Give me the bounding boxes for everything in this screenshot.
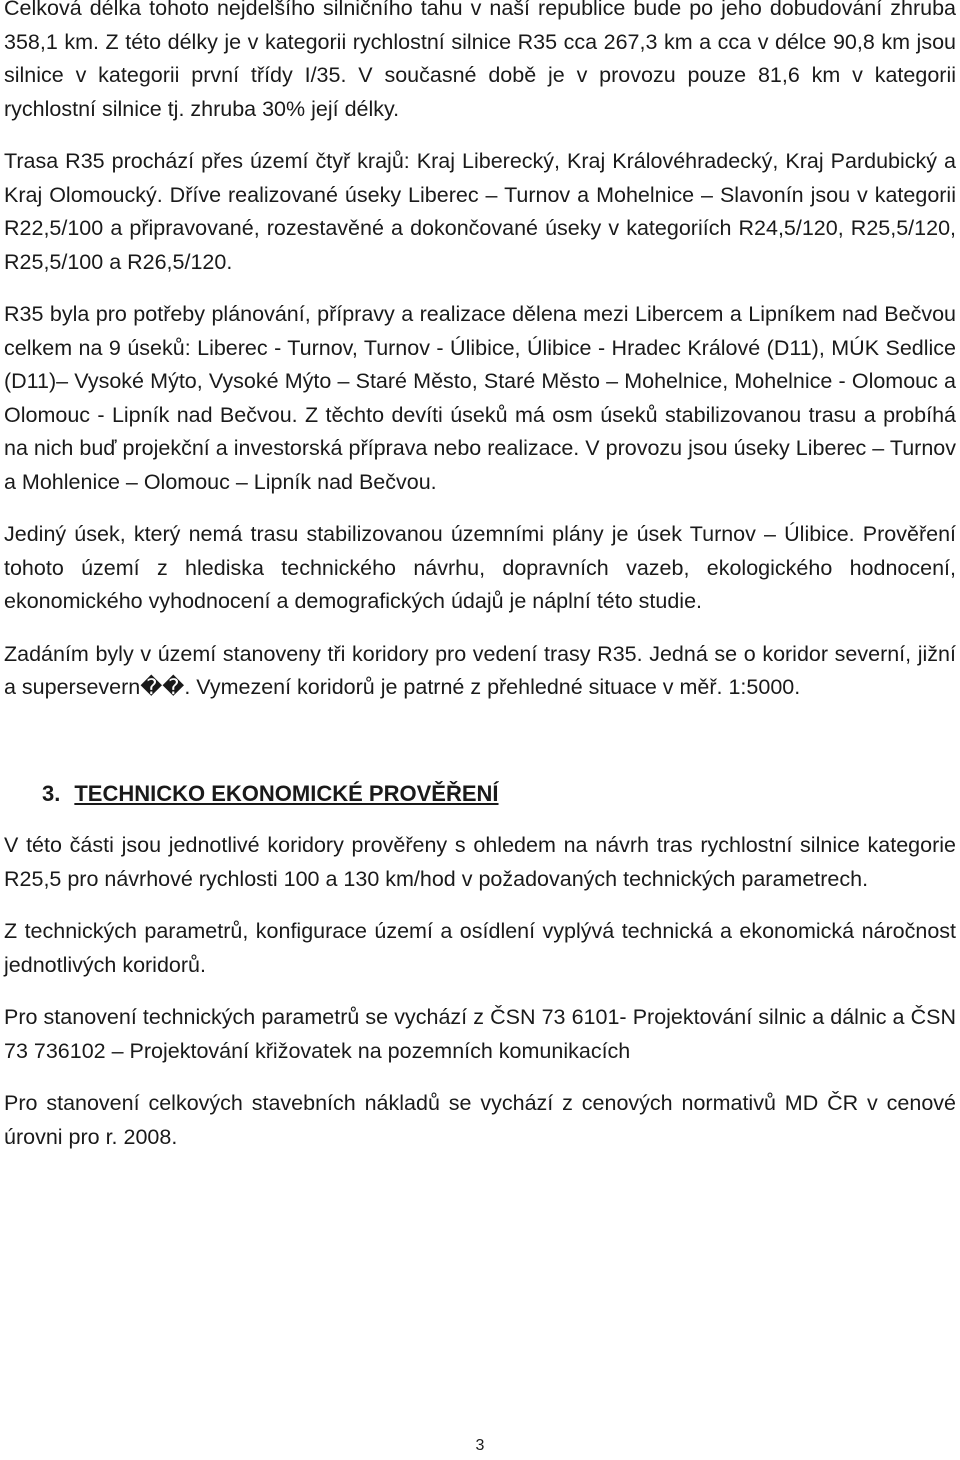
document-page: [4, 0, 956, 1154]
paragraph-corridor-review: V této části jsou jednotlivé koridory prověřeny s ohledem na návrh tras rychlostní silnice kategorie R25,5 pro návrhové rychlosti 100 a 130 km/hod v požadovaných technických parametrech.: [4, 833, 956, 891]
paragraph-corridors: Zadáním byly v území stanoveny tři koridory pro vedení trasy R35. Jedná se o koridor severní, jižní a supersevern��. Vymezení koridorů je patrné z přehledné situace v měř. 1:5000.: [4, 641, 956, 699]
section-title: TECHNICKO EKONOMICKÉ PROVĚŘENÍ: [74, 780, 499, 806]
section-heading: [4, 777, 956, 811]
paragraph-standards: Pro stanovení technických parametrů se vychází z ČSN 73 6101- Projektování silnic a dálnic a ČSN 73 736102 – Projektování křižovatek na pozemních komunikacích: [4, 1005, 956, 1063]
section-number: 3.: [42, 780, 61, 806]
paragraph-technical-difficulty: Z technických parametrů, konfigurace území a osídlení vyplývá technická a ekonomická náročnost jednotlivých koridorů.: [4, 919, 956, 977]
page-number: 3: [475, 1437, 485, 1454]
paragraph-route-sections: R35 byla pro potřeby plánování, přípravy a realizace dělena mezi Libercem a Lipníkem nad Bečvou celkem na 9 úseků: Liberec - Turnov, Turnov - Úlibice, Úlibice - Hradec Králové (D11), MÚK Sedlice (D11)– Vysoké Mýto, Vysoké Mýto – Staré Město, Staré Město – Mohelnice, Mohelnice - Olomouc a Olomouc - Lipník nad Bečvou. Z těchto devíti úseků má osm úseků stabilizovanou trasu a probíhá na nich buď projekční a investorská příprava nebo realizace. V provozu jsou úseky Liberec – Turnov a Mohlenice – Olomouc – Lipník nad Bečvou.: [4, 302, 956, 494]
paragraph-road-length: Celková délka tohoto nejdelšího silničního tahu v naší republice bude po jeho dobudování zhruba 358,1 km. Z této délky je v kategorii rychlostní silnice R35 cca 267,3 km a cca v délce 90,8 km jsou silnice v kategorii první třídy I/35. V současné době je v provozu pouze 81,6 km v kategorii rychlostní silnice tj. zhruba 30% její délky.: [4, 0, 956, 121]
paragraph-unstabilized-section: Jediný úsek, který nemá trasu stabilizovanou územními plány je úsek Turnov – Úlibice. Prověření tohoto území z hlediska technického návrhu, dopravních vazeb, ekologického hodnocení, ekonomického vyhodnocení a demografických údajů je náplní této studie.: [4, 522, 956, 613]
paragraph-route-regions: Trasa R35 prochází přes území čtyř krajů: Kraj Liberecký, Kraj Královéhradecký, Kraj Pardubický a Kraj Olomoucký. Dříve realizované úseky Liberec – Turnov a Mohelnice – Slavonín jsou v kategorii R22,5/100 a připravované, rozestavěné a dokončované úseky v kategoriích R24,5/120, R25,5/120, R25,5/100 a R26,5/120.: [4, 149, 956, 274]
paragraph-cost-norms: Pro stanovení celkových stavebních nákladů se vychází z cenových normativů MD ČR v cenové úrovni pro r. 2008.: [4, 1091, 956, 1149]
